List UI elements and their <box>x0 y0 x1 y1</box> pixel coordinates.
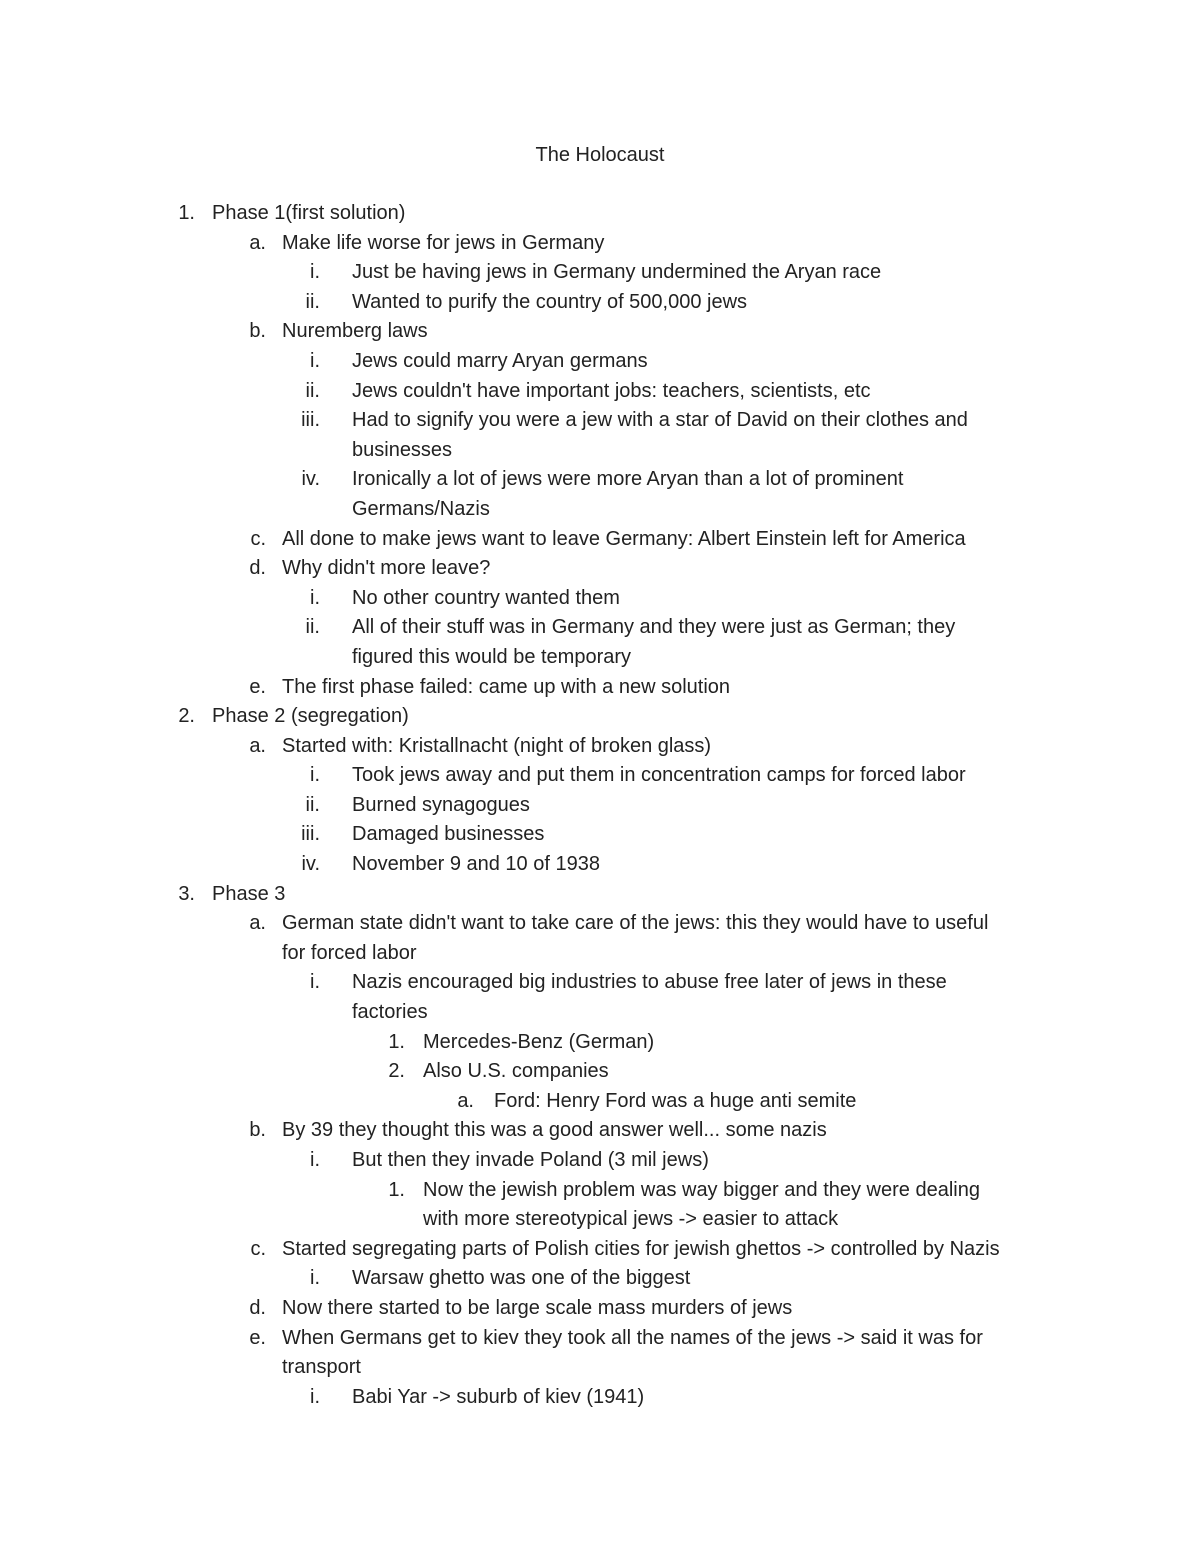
outline-item-text <box>352 1146 1200 1176</box>
outline-item-text <box>352 613 1200 672</box>
list-marker: ii. <box>305 379 320 402</box>
outline-item-continuation: figured this would be temporary <box>352 645 632 668</box>
outline-item-line: Burned synagogues <box>352 793 530 816</box>
outline-item-level-2 <box>0 1294 1200 1324</box>
outline-item-line: No other country wanted them <box>352 586 620 609</box>
outline-item-line: Nazis encouraged big industries to abuse free later of jews in these <box>352 971 947 994</box>
outline-item-level-2 <box>0 673 1200 703</box>
outline-item-text <box>423 1057 1200 1087</box>
outline-item-line: Phase 1(first solution) <box>212 202 406 224</box>
list-marker: c. <box>250 1237 266 1260</box>
list-marker: i. <box>310 1267 320 1290</box>
outline-item-level-3 <box>0 465 1200 524</box>
outline-item-line: Ironically a lot of jews were more Aryan than a lot of prominent <box>352 468 904 491</box>
outline-item-line: Babi Yar -> suburb of kiev (1941) <box>352 1385 645 1408</box>
outline-item-level-2 <box>0 1116 1200 1146</box>
outline-item-level-3 <box>0 584 1200 614</box>
outline-item-text <box>423 1176 1200 1235</box>
outline-item-line: Wanted to purify the country of 500,000 jews <box>352 290 748 313</box>
list-marker: ii. <box>305 616 320 639</box>
outline-item-text <box>212 199 1200 229</box>
outline-item-line: Nuremberg laws <box>282 320 428 343</box>
outline-item-line: Started segregating parts of Polish cities for jewish ghettos -> controlled by Nazis <box>282 1237 1000 1260</box>
list-marker: 2. <box>178 705 195 728</box>
list-marker: 1. <box>388 1178 405 1201</box>
list-marker: 1. <box>178 202 195 224</box>
outline-item-line: When Germans get to kiev they took all the names of the jews -> said it was for <box>282 1326 983 1349</box>
outline-item-line: Ford: Henry Ford was a huge anti semite <box>494 1089 857 1112</box>
list-marker: ii. <box>305 290 320 313</box>
outline-item-text <box>352 850 1200 880</box>
list-marker: i. <box>310 764 320 787</box>
outline-item-line: Just be having jews in Germany undermined the Aryan race <box>352 261 882 284</box>
outline-item-level-1 <box>0 199 1200 229</box>
outline-item-line: Phase 3 <box>212 882 286 905</box>
list-marker: 3. <box>178 882 195 905</box>
list-marker: iii. <box>301 823 320 846</box>
outline-item-line: Damaged businesses <box>352 823 545 846</box>
outline-item-line: Also U.S. companies <box>423 1060 609 1083</box>
list-marker: a. <box>249 734 266 757</box>
outline-item-continuation: businesses <box>352 438 453 461</box>
outline-item-line: Had to signify you were a jew with a star of David on their clothes and <box>352 409 968 432</box>
outline-item-text <box>282 673 1200 703</box>
list-marker: b. <box>249 320 266 343</box>
outline-list <box>0 199 1200 1412</box>
outline-item-text <box>352 820 1200 850</box>
outline-item-level-3 <box>0 613 1200 672</box>
list-marker: c. <box>250 527 266 550</box>
list-marker: 1. <box>388 1030 405 1053</box>
outline-item-line: Jews could marry Aryan germans <box>352 349 648 372</box>
list-marker: i. <box>310 349 320 372</box>
list-marker: iv. <box>301 468 320 491</box>
outline-item-level-5 <box>0 1087 1200 1117</box>
outline-item-text <box>352 761 1200 791</box>
outline-item-level-1 <box>0 702 1200 732</box>
outline-item-level-3 <box>0 1146 1200 1176</box>
outline-item-text <box>352 465 1200 524</box>
list-marker: e. <box>249 675 266 698</box>
outline-item-line: Why didn't more leave? <box>282 557 491 580</box>
outline-item-continuation: factories <box>352 1001 428 1024</box>
list-marker: i. <box>310 1149 320 1171</box>
outline-item-text <box>352 258 1200 288</box>
list-marker: i. <box>310 261 320 284</box>
outline-item-text <box>282 317 1200 347</box>
outline-item-level-3 <box>0 850 1200 880</box>
outline-item-level-3 <box>0 1383 1200 1413</box>
list-marker: a. <box>249 912 266 935</box>
list-marker: b. <box>249 1119 266 1142</box>
outline-item-line: Jews couldn't have important jobs: teachers, scientists, etc <box>352 379 871 402</box>
list-marker: a. <box>457 1089 474 1112</box>
outline-item-line: Now there started to be large scale mass murders of jews <box>282 1296 793 1319</box>
outline-item-text <box>352 288 1200 318</box>
outline-item-text <box>212 702 1200 732</box>
list-marker: i. <box>310 1385 320 1408</box>
list-marker: e. <box>249 1326 266 1349</box>
outline-item-line: Took jews away and put them in concentration camps for forced labor <box>352 764 966 787</box>
list-marker: iii. <box>301 409 320 432</box>
outline-item-level-2 <box>0 554 1200 584</box>
outline-item-text <box>282 525 1200 555</box>
outline-item-text <box>352 968 1200 1027</box>
outline-item-text <box>282 1235 1200 1265</box>
outline-item-level-3 <box>0 968 1200 1027</box>
list-marker: a. <box>249 231 266 254</box>
outline-item-text <box>352 377 1200 407</box>
outline-item-text <box>423 1028 1200 1058</box>
outline-item-line: But then they invade Poland (3 mil jews) <box>352 1149 709 1171</box>
outline-item-text <box>282 909 1200 968</box>
outline-item-line: German state didn't want to take care of the jews: this they would have to useful <box>282 912 989 935</box>
outline-item-level-2 <box>0 1324 1200 1383</box>
outline-item-line: By 39 they thought this was a good answer well... some nazis <box>282 1119 827 1142</box>
outline-item-text <box>352 1264 1200 1294</box>
outline-item-text <box>212 880 1200 910</box>
outline-item-continuation: with more stereotypical jews -> easier to attack <box>423 1208 839 1231</box>
outline-item-level-3 <box>0 288 1200 318</box>
outline-item-text <box>282 1294 1200 1324</box>
outline-item-text <box>352 347 1200 377</box>
outline-item-line: November 9 and 10 of 1938 <box>352 853 600 876</box>
outline-item-level-2 <box>0 229 1200 259</box>
outline-item-text <box>352 791 1200 821</box>
outline-item-line: Phase 2 (segregation) <box>212 705 409 728</box>
outline-item-line: The first phase failed: came up with a new solution <box>282 675 731 698</box>
outline-item-line: All done to make jews want to leave Germany: Albert Einstein left for America <box>282 527 966 550</box>
outline-item-continuation: for forced labor <box>282 941 417 964</box>
outline-item-level-1 <box>0 880 1200 910</box>
outline-item-level-3 <box>0 377 1200 407</box>
outline-item-level-4 <box>0 1028 1200 1058</box>
outline-item-text <box>352 1383 1200 1413</box>
list-marker: 2. <box>388 1060 405 1083</box>
outline-item-level-3 <box>0 791 1200 821</box>
outline-item-continuation: Germans/Nazis <box>352 497 490 520</box>
outline-item-line: Started with: Kristallnacht (night of broken glass) <box>282 734 712 757</box>
outline-item-level-3 <box>0 761 1200 791</box>
outline-item-line: Make life worse for jews in Germany <box>282 231 605 254</box>
outline-item-level-3 <box>0 406 1200 465</box>
outline-item-level-3 <box>0 347 1200 377</box>
list-marker: ii. <box>305 793 320 816</box>
outline-item-text <box>494 1087 1200 1117</box>
outline-item-level-2 <box>0 1235 1200 1265</box>
list-marker: d. <box>249 557 266 580</box>
outline-item-line: Mercedes-Benz (German) <box>423 1030 655 1053</box>
outline-item-level-2 <box>0 317 1200 347</box>
outline-item-level-4 <box>0 1057 1200 1087</box>
outline-item-level-2 <box>0 909 1200 968</box>
list-marker: d. <box>249 1296 266 1319</box>
document-title: The Holocaust <box>535 144 665 166</box>
outline-item-text <box>282 732 1200 762</box>
outline-item-level-3 <box>0 258 1200 288</box>
outline-item-level-2 <box>0 732 1200 762</box>
list-marker: iv. <box>301 853 320 876</box>
outline-item-level-3 <box>0 1264 1200 1294</box>
outline-item-text <box>282 554 1200 584</box>
outline-item-continuation: transport <box>282 1356 361 1379</box>
list-marker: i. <box>310 971 320 994</box>
outline-item-level-3 <box>0 820 1200 850</box>
outline-item-text <box>282 1324 1200 1383</box>
outline-item-text <box>352 406 1200 465</box>
outline-item-text <box>282 1116 1200 1146</box>
outline-item-level-2 <box>0 525 1200 555</box>
outline-item-text <box>352 584 1200 614</box>
list-marker: i. <box>310 586 320 609</box>
outline-item-level-4 <box>0 1176 1200 1235</box>
outline-item-line: Warsaw ghetto was one of the biggest <box>352 1267 691 1290</box>
outline-item-line: Now the jewish problem was way bigger and they were dealing <box>423 1178 980 1201</box>
outline-item-line: All of their stuff was in Germany and they were just as German; they <box>352 616 956 639</box>
outline-item-text <box>282 229 1200 259</box>
